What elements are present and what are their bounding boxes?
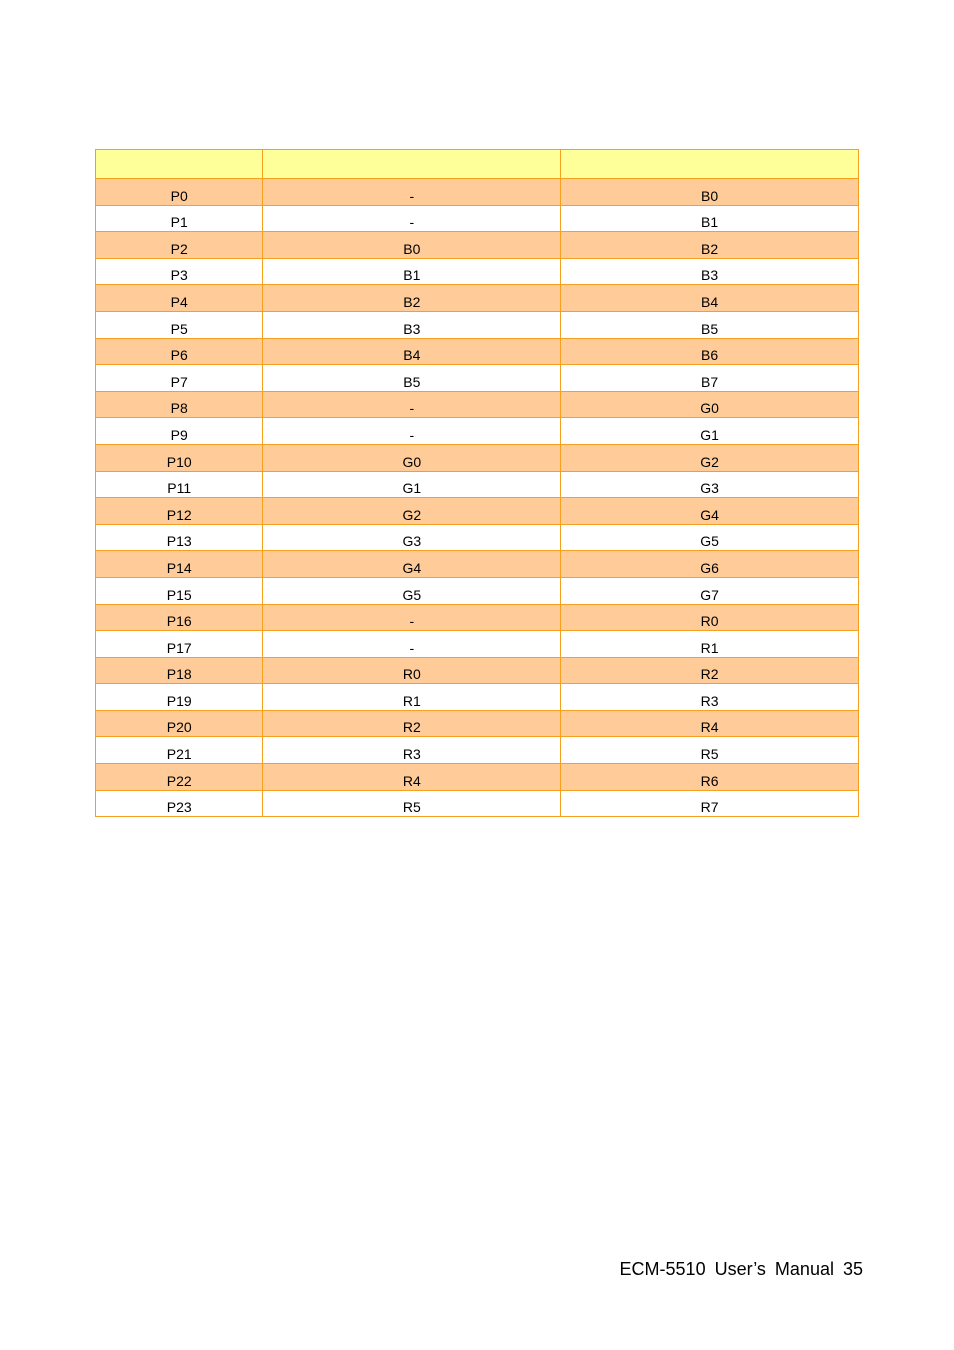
table-cell: R1 bbox=[561, 631, 859, 658]
table-row bbox=[96, 737, 859, 764]
table-row bbox=[96, 710, 859, 737]
table-row bbox=[96, 258, 859, 285]
table-cell: P11 bbox=[96, 471, 263, 498]
table-row bbox=[96, 285, 859, 312]
table-cell: - bbox=[263, 418, 561, 445]
table-cell: P21 bbox=[96, 737, 263, 764]
table-cell: B4 bbox=[561, 285, 859, 312]
table-cell: - bbox=[263, 205, 561, 232]
table-cell: B0 bbox=[561, 179, 859, 206]
table-cell: R2 bbox=[561, 657, 859, 684]
table-cell: B4 bbox=[263, 338, 561, 365]
table-cell: P23 bbox=[96, 790, 263, 817]
table-row bbox=[96, 657, 859, 684]
table-row bbox=[96, 790, 859, 817]
pin-mapping-table bbox=[95, 149, 859, 817]
table-row bbox=[96, 179, 859, 206]
table-cell: G3 bbox=[561, 471, 859, 498]
table-row bbox=[96, 551, 859, 578]
table-cell: P14 bbox=[96, 551, 263, 578]
table-cell: P20 bbox=[96, 710, 263, 737]
table-cell: P17 bbox=[96, 631, 263, 658]
table-cell: R2 bbox=[263, 710, 561, 737]
table-cell: R4 bbox=[561, 710, 859, 737]
table-cell: P9 bbox=[96, 418, 263, 445]
table-cell: B1 bbox=[561, 205, 859, 232]
table-cell: R7 bbox=[561, 790, 859, 817]
table-cell: B2 bbox=[263, 285, 561, 312]
page-footer: ECM-5510 User’s Manual 35 bbox=[619, 1259, 863, 1279]
table-cell: P2 bbox=[96, 232, 263, 259]
table-cell: G7 bbox=[561, 577, 859, 604]
table-row bbox=[96, 604, 859, 631]
table-body bbox=[96, 179, 859, 817]
table-cell: B3 bbox=[561, 258, 859, 285]
table-cell: - bbox=[263, 604, 561, 631]
table-cell: G4 bbox=[561, 498, 859, 525]
table-cell: P10 bbox=[96, 444, 263, 471]
table-cell: B3 bbox=[263, 311, 561, 338]
table-cell: P5 bbox=[96, 311, 263, 338]
table-cell: G3 bbox=[263, 524, 561, 551]
table-cell: - bbox=[263, 179, 561, 206]
table-cell: R3 bbox=[263, 737, 561, 764]
table-cell: G5 bbox=[561, 524, 859, 551]
table-cell: P22 bbox=[96, 764, 263, 791]
table-cell: P8 bbox=[96, 391, 263, 418]
table-row bbox=[96, 365, 859, 392]
table-cell: P3 bbox=[96, 258, 263, 285]
table-row bbox=[96, 498, 859, 525]
table-row bbox=[96, 418, 859, 445]
table-row bbox=[96, 391, 859, 418]
table-cell: P12 bbox=[96, 498, 263, 525]
table-row bbox=[96, 684, 859, 711]
table-row bbox=[96, 631, 859, 658]
table-cell: G0 bbox=[263, 444, 561, 471]
table-cell: R5 bbox=[263, 790, 561, 817]
table-cell: G2 bbox=[263, 498, 561, 525]
table-row bbox=[96, 232, 859, 259]
header-cell bbox=[263, 150, 561, 179]
table-cell: G5 bbox=[263, 577, 561, 604]
table-cell: P7 bbox=[96, 365, 263, 392]
table-cell: P0 bbox=[96, 179, 263, 206]
table-row bbox=[96, 577, 859, 604]
table-cell: R4 bbox=[263, 764, 561, 791]
table-cell: P19 bbox=[96, 684, 263, 711]
table-cell: P13 bbox=[96, 524, 263, 551]
table-cell: - bbox=[263, 631, 561, 658]
table-cell: P18 bbox=[96, 657, 263, 684]
table-cell: R6 bbox=[561, 764, 859, 791]
table-cell: G2 bbox=[561, 444, 859, 471]
header-cell bbox=[561, 150, 859, 179]
table-cell: R3 bbox=[561, 684, 859, 711]
table-cell: B5 bbox=[561, 311, 859, 338]
table-cell: - bbox=[263, 391, 561, 418]
table-cell: P1 bbox=[96, 205, 263, 232]
table-cell: B1 bbox=[263, 258, 561, 285]
table-row bbox=[96, 471, 859, 498]
table-cell: B6 bbox=[561, 338, 859, 365]
table-cell: P6 bbox=[96, 338, 263, 365]
table-row bbox=[96, 338, 859, 365]
table-row bbox=[96, 311, 859, 338]
table-row bbox=[96, 524, 859, 551]
table-cell: G4 bbox=[263, 551, 561, 578]
table-cell: R5 bbox=[561, 737, 859, 764]
table-cell: P15 bbox=[96, 577, 263, 604]
table-cell: B7 bbox=[561, 365, 859, 392]
table-cell: B5 bbox=[263, 365, 561, 392]
table-cell: B2 bbox=[561, 232, 859, 259]
table-cell: G1 bbox=[561, 418, 859, 445]
header-cell bbox=[96, 150, 263, 179]
table-header-row bbox=[96, 150, 859, 179]
table-cell: R0 bbox=[561, 604, 859, 631]
table-row bbox=[96, 444, 859, 471]
table-row bbox=[96, 764, 859, 791]
table-cell: G6 bbox=[561, 551, 859, 578]
table-cell: R1 bbox=[263, 684, 561, 711]
table-cell: B0 bbox=[263, 232, 561, 259]
table-cell: P16 bbox=[96, 604, 263, 631]
table-cell: P4 bbox=[96, 285, 263, 312]
table-cell: G0 bbox=[561, 391, 859, 418]
table-cell: R0 bbox=[263, 657, 561, 684]
table-row bbox=[96, 205, 859, 232]
table-cell: G1 bbox=[263, 471, 561, 498]
